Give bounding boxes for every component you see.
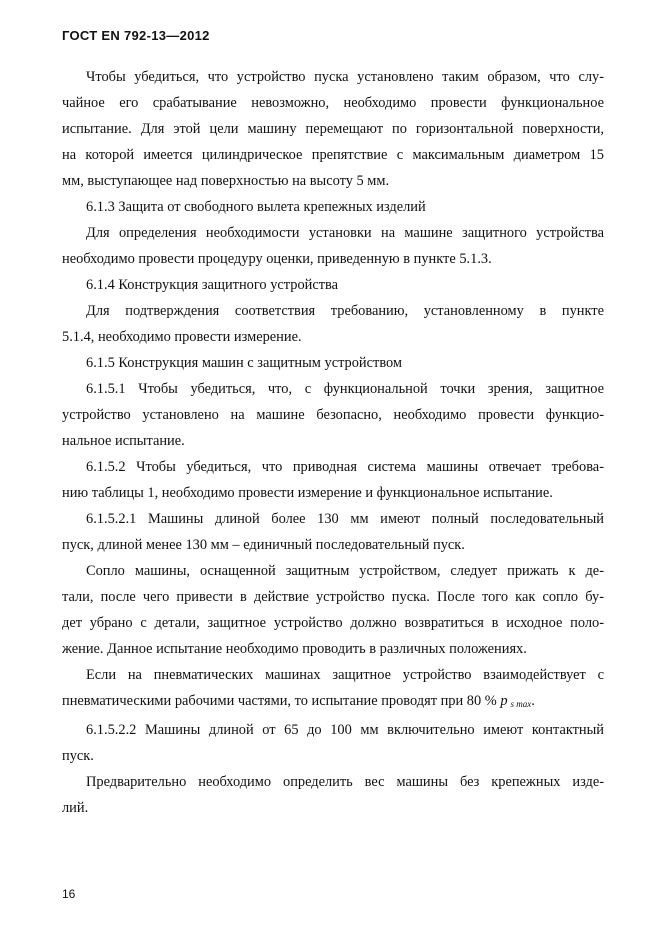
paragraph: [62, 64, 604, 194]
text-line: Для подтверждения соответствия требованию, установленному в пункте: [86, 303, 604, 319]
text-line: Предварительно необходимо определить вес машины без крепежных изде-: [86, 774, 604, 790]
text-line: 6.1.3 Защита от свободного вылета крепежных изделий: [86, 199, 426, 215]
text-line: 5.1.4, необходимо провести измерение.: [62, 329, 302, 345]
text-line: Чтобы убедиться, что устройство пуска установлено таким образом, что слу-: [86, 69, 604, 85]
paragraph: [62, 454, 604, 506]
formula-subscript: s max: [510, 699, 532, 709]
text-line: 6.1.5.1 Чтобы убедиться, что, с функциональной точки зрения, защитное: [86, 381, 604, 397]
document-body: [62, 64, 604, 821]
text-line: Сопло машины, оснащенной защитным устройством, следует прижать к де-: [86, 563, 604, 579]
text-line: Если на пневматических машинах защитное устройство взаимодействует с: [86, 667, 604, 683]
formula-symbol: p: [500, 693, 508, 709]
paragraph: [62, 558, 604, 662]
paragraph: [62, 350, 604, 376]
text-line: нию таблицы 1, необходимо провести измерение и функциональное испытание.: [62, 485, 553, 501]
document-header: ГОСТ EN 792-13—2012: [62, 28, 210, 43]
text-line: пневматическими рабочими частями, то испытание проводят при 80 % p $_{s max}$.: [62, 693, 535, 709]
paragraph: [62, 717, 604, 769]
text-line: тали, после чего привести в действие устройство пуска. После того как сопло бу-: [62, 589, 604, 605]
paragraph: [62, 194, 604, 220]
text-line: пуск.: [62, 748, 94, 764]
text-line: жение. Данное испытание необходимо проводить в различных положениях.: [62, 641, 527, 657]
paragraph: [62, 220, 604, 272]
page-number: 16: [62, 887, 76, 901]
paragraph: [62, 662, 604, 717]
paragraph: [62, 769, 604, 821]
text-line: дет убрано с детали, защитное устройство должно возвратиться в исходное поло-: [62, 615, 604, 631]
text-line: лий.: [62, 800, 89, 816]
formula-trail: .: [531, 693, 535, 709]
text-line: 6.1.4 Конструкция защитного устройства: [86, 277, 339, 293]
paragraph: [62, 298, 604, 350]
text-line: 6.1.5.2 Чтобы убедиться, что приводная система машины отвечает требова-: [86, 459, 604, 475]
text-line: пуск, длиной менее 130 мм – единичный последовательный пуск.: [62, 537, 465, 553]
text-line: 6.1.5.2.2 Машины длиной от 65 до 100 мм включительно имеют контактный: [86, 722, 604, 738]
text-line: испытание. Для этой цели машину перемещают по горизонтальной поверхности,: [62, 121, 604, 137]
text-line: 6.1.5.2.1 Машины длиной более 130 мм имеют полный последовательный: [86, 511, 604, 527]
paragraph: [62, 272, 604, 298]
paragraph: [62, 506, 604, 558]
text-line: устройство установлено на машине безопасно, необходимо провести функцио-: [62, 407, 604, 423]
text-line: чайное его срабатывание невозможно, необходимо провести функциональное: [62, 95, 604, 111]
text-line: мм, выступающее над поверхностью на высоту 5 мм.: [62, 173, 390, 189]
text-line: нальное испытание.: [62, 433, 185, 449]
paragraph: [62, 376, 604, 454]
text-line: необходимо провести процедуру оценки, приведенную в пункте 5.1.3.: [62, 251, 492, 267]
text-line: на которой имеется цилиндрическое препятствие с максимальным диаметром 15: [62, 147, 604, 163]
text-line: 6.1.5 Конструкция машин с защитным устройством: [86, 355, 403, 371]
text-line: Для определения необходимости установки на машине защитного устройства: [86, 225, 604, 241]
